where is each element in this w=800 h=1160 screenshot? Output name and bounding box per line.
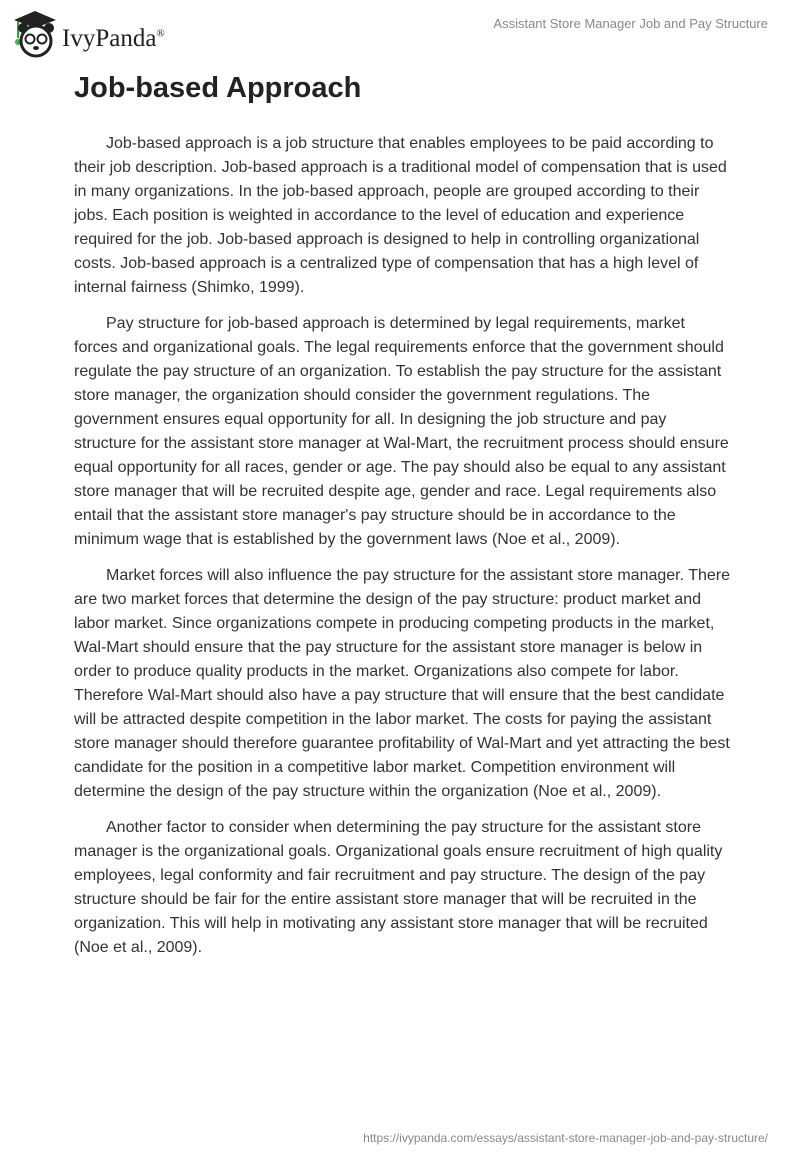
section-heading: Job-based Approach	[74, 72, 362, 104]
paragraph: Pay structure for job-based approach is determined by legal requirements, market forces and organizational goals. The legal requirements enforce that the government should regulate the pay structure of an organization. To establish the pay structure for the assistant store manager, the organization should consider the government regulations. The government ensures equal opportunity for all. In designing the job structure and pay structure for the assistant store manager at Wal-Mart, the recruitment process should ensure equal opportunity for all races, gender or age. The pay should also be equal to any assistant store manager that will be recruited despite age, gender and race. Legal requirements also entail that the assistant store manager's pay structure should be in accordance to the minimum wage that is established by the government laws (Noe et al., 2009).	[74, 315, 729, 548]
paragraph: Job-based approach is a job structure that enables employees to be paid according to their job description. Job-based approach is a traditional model of compensation that is used in many organizations. In the job-based approach, people are grouped according to their jobs. Each position is weighted in accordance to the level of education and experience required for the job. Job-based approach is designed to help in controlling organizational costs. Job-based approach is a centralized type of compensation that has a high level of internal fairness (Shimko, 1999).	[74, 135, 727, 296]
panda-graduate-icon	[12, 8, 58, 58]
ivypanda-logo[interactable]	[12, 8, 165, 58]
paragraph: Market forces will also influence the pay structure for the assistant store manager. There are two market forces that determine the design of the pay structure: product market and labor market. Since organizations compete in producing competing products in the market, Wal-Mart should ensure that the pay structure for the assistant store manager is below in order to produce quality products in the market. Organizations also compete for labor. Therefore Wal-Mart should also have a pay structure that will ensure that the best candidate will be attracted despite competition in the labor market. The costs for paying the assistant store manager should therefore guarantee profitability of Wal-Mart and yet attracting the best candidate for the position in a competitive labor market. Competition environment will determine the design of the pay structure within the organization (Noe et al., 2009).	[74, 567, 730, 800]
article-body	[74, 132, 732, 972]
logo-text: IvyPanda®	[62, 25, 165, 52]
paragraph: Another factor to consider when determining the pay structure for the assistant store manager is the organizational goals. Organizational goals ensure recruitment of high quality employees, legal conformity and fair recruitment and pay structure. The design of the pay structure should be fair for the entire assistant store manager that will be recruited in the organization. This will help in motivating any assistant store manager that will be recruited (Noe et al., 2009).	[74, 819, 723, 956]
document-title: Assistant Store Manager Job and Pay Structure	[493, 16, 768, 31]
source-url: https://ivypanda.com/essays/assistant-store-manager-job-and-pay-structure/	[363, 1131, 768, 1145]
